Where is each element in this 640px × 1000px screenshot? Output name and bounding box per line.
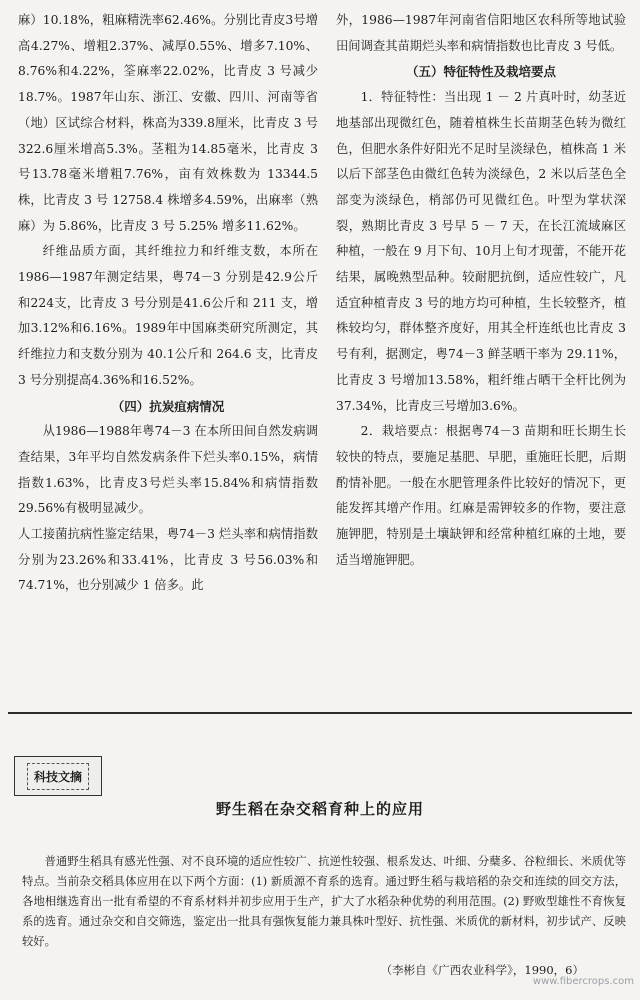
watermark: www.fibercrops.com <box>532 976 634 987</box>
article-body <box>22 852 626 952</box>
left-paragraph-1: 麻）10.18%，粗麻精洗率62.46%。分别比青皮3号增高4.27%、增粗2.37%、减厚0.55%、增多7.10%、8.76%和4.22%，筌麻率22.02%，比青皮 3 号减少18.7%。1987年山东、浙江、安徽、四川、河南等省（地）区试综合材料，株高为339.8厘米，比青皮 3 号322.6厘米增高5.3%。茎粗为14.85毫米，比青皮 3 号13.78毫米增粗7.76%，亩有效株数为 13344.5 株，比青皮 3 号 12758.4 株增多4.59%，出麻率（熟麻）为 5.86%，比青皮 3 号 5.25% 增多11.62%。 <box>18 13 318 233</box>
section-divider <box>8 712 632 714</box>
left-column <box>18 8 318 599</box>
inoculation-paragraph: 人工接菌抗病性鉴定结果，粤74－3 烂头率和病情指数分别为23.26%和33.41%，比青皮 3 号56.03%和74.71%，也分别减少 1 倍多。此 <box>18 527 318 593</box>
section-5-heading: （五）特征特性及栽培要点 <box>405 64 556 80</box>
column-tag-box <box>14 756 102 796</box>
article-source: （李彬自《广西农业科学》，1990，6） <box>380 963 584 977</box>
article-title: 野生稻在杂交稻育种上的应用 <box>215 800 424 818</box>
cultivation-paragraph: 2．栽培要点：根据粤74－3 苗期和旺长期生长较快的特点，要施足基肥、早肥，重施旺长肥，后期酌情补肥。一般在水肥管理条件比较好的情况下，更能发挥其增产作用。红麻是需钾较多的作物，要注意施钾肥，特别是土壤缺钾和经常种植红麻的土地，要适当增施钾肥。 <box>336 424 626 567</box>
fiber-quality-paragraph: 纤维品质方面，其纤维拉力和纤维支数，本所在1986—1987年测定结果，粤74－3 分别是42.9公斤和224支，比青皮 3 号分别是41.6公斤和 211 支，增加3.12%和6.16%。1989年中国麻类研究所测定，其纤维拉力和支数分别为 40.1公斤和 264.6 支，比青皮 3 号分别提高4.36%和16.52%。 <box>18 244 318 387</box>
right-paragraph-1: 外，1986—1987年河南省信阳地区农科所等地试验田间调查其苗期烂头率和病情指数也比青皮 3 号低。 <box>336 13 626 53</box>
article-paragraph: 普通野生稻具有感光性强、对不良环境的适应性较广、抗逆性较强、根系发达、叶细、分蘖多、谷粒细长、米质优等特点。当前杂交稻具体应用在以下两个方面：(1) 新质源不育系的选育。通过野生稻与栽培稻的杂交和连续的回交方法，各地相继选育出一批有希望的不育系材料并初步应用于生产，扩大了水稻杂种优势的利用范围。(2) 野败型雄性不育恢复系的选育。通过杂交和自交筛选，鉴定出一批具有强恢复能力兼具株叶型好、抗性强、米质优的新材料，初步试产、反映较好。 <box>22 855 626 948</box>
characteristics-paragraph: 1．特征特性：当出现 1 － 2 片真叶时，幼茎近地基部出现微红色，随着植株生长苗期茎色转为微红色，但肥水条件好阳光不足时呈淡绿色，植株高 1 米以后下部茎色由微红色转为淡绿色，2 米以后茎色全部变为淡绿色，梢部仍可见微红色。叶型为掌状深裂，熟期比青皮 3 号早 5 － 7 天，在长江流域麻区种植，一般在 9 月下旬、10月上旬才现蕾，不能开花结果，属晚熟型品种。较耐肥抗倒，适应性较广，凡适宜种植青皮 3 号的地方均可种植，生长较整齐，植株较均匀，群体整齐度好，用其全杆连纸也比青皮 3 号有利，据测定，粤74－3 鲜茎晒干率为 29.11%，比青皮 3 号增加13.58%，粗纤维占晒干全杆比例为37.34%，比青皮三号增加3.6%。 <box>336 90 626 413</box>
section-4-heading: （四）抗炭疽病情况 <box>111 398 225 414</box>
field-disease-paragraph: 从1986—1988年粤74－3 在本所田间自然发病调查结果，3年平均自然发病条件下烂头率0.15%，病情指数1.63%，比青皮3号烂头率15.84%和病情指数29.56%有极明显减少。 <box>18 424 318 516</box>
right-column <box>336 8 626 573</box>
column-tag-label: 科技文摘 <box>27 763 89 790</box>
